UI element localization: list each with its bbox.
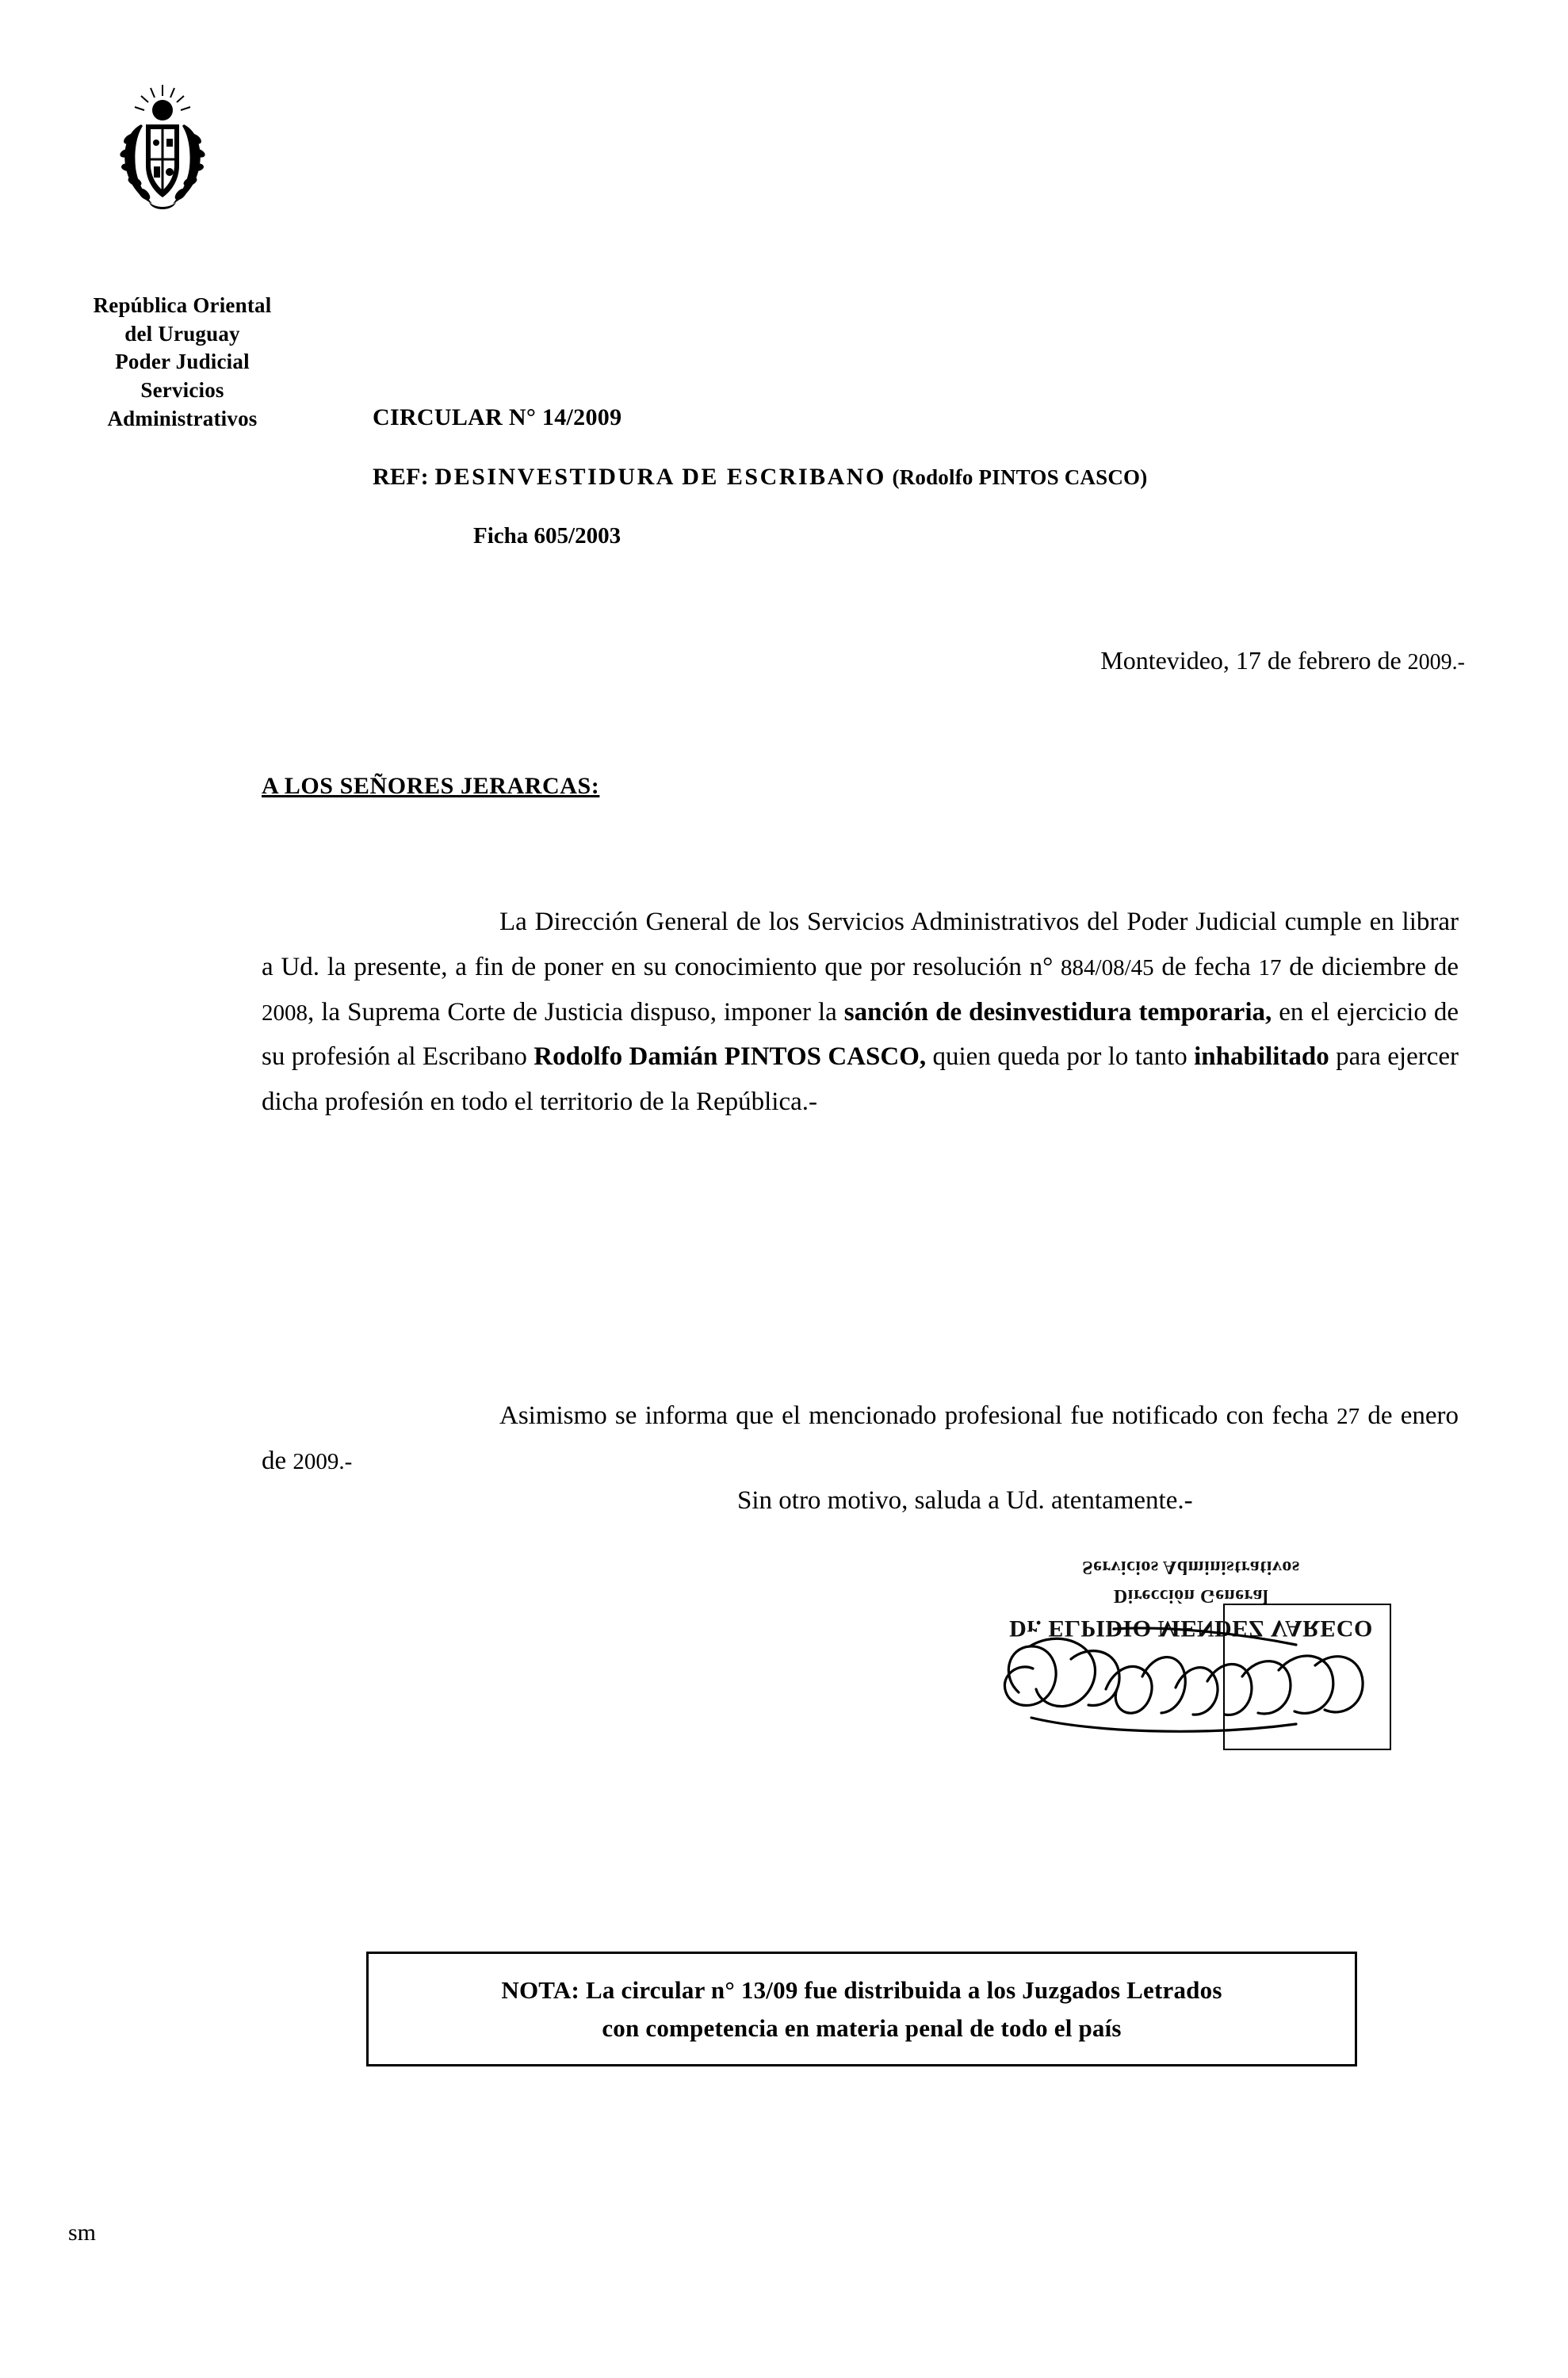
stamp-line-2: Dirección General xyxy=(1113,1585,1269,1606)
reference-line xyxy=(373,464,1459,491)
nota-text-1: La circular n° 13/09 fue distribuida a los Juzgados Letrados xyxy=(585,1976,1222,2004)
body-text-1d: , la Suprema Corte de Justicia dispuso, imponer la xyxy=(308,997,844,1027)
resolution-year: 2008 xyxy=(262,1000,308,1026)
body-text-1c: de diciembre de xyxy=(1281,952,1459,981)
date-line xyxy=(1100,646,1465,675)
ficha-number: Ficha 605/2003 xyxy=(473,523,621,549)
letterhead-line-1: República Oriental xyxy=(93,293,272,317)
body-text-1g: para ejercer dicha profesión en todo el territorio de la República.- xyxy=(262,1042,1459,1116)
resolution-number: 884/08/45 xyxy=(1061,954,1154,981)
body-text-2a: Asimismo se informa que el mencionado profesional fue notificado con fecha xyxy=(499,1401,1337,1430)
reference-subject: DESINVESTIDURA DE ESCRIBANO xyxy=(434,464,886,490)
body-text-1b: de fecha xyxy=(1153,952,1259,981)
escribano-name: Rodolfo Damián PINTOS CASCO, xyxy=(534,1042,927,1072)
body-paragraph-1 xyxy=(262,900,1459,1128)
circular-number: CIRCULAR N° 14/2009 xyxy=(373,404,622,430)
addressee-heading: A LOS SEÑORES JERARCAS: xyxy=(262,773,600,799)
nota-text-2: con competencia en materia penal de todo el país xyxy=(602,2014,1122,2043)
coat-of-arms-icon xyxy=(111,83,214,230)
nota-line-1 xyxy=(369,1971,1355,2009)
letterhead xyxy=(48,292,317,433)
stamp-line-1: Servicios Administrativos xyxy=(1082,1557,1300,1577)
letterhead-line-3: Poder Judicial xyxy=(115,350,250,374)
letterhead-line-5: Administrativos xyxy=(107,406,258,430)
date-day-month: 17 de febrero de xyxy=(1235,646,1402,675)
body-text-1e: en el ejercicio de su profesión al Escribano xyxy=(262,997,1459,1072)
inhabilitado-bold: inhabilitado xyxy=(1194,1042,1329,1072)
nota-box xyxy=(366,1952,1357,2066)
signature-stamp xyxy=(995,1550,1387,1780)
resolution-day: 17 xyxy=(1258,954,1282,981)
handwritten-signature xyxy=(995,1613,1387,1772)
footer-initials: sm xyxy=(68,2219,97,2246)
body-text-2b: de enero de xyxy=(262,1401,1459,1475)
date-year: 2009.- xyxy=(1407,650,1465,675)
body-text-1f: quien queda por lo tanto xyxy=(926,1042,1195,1072)
letterhead-line-4: Servicios xyxy=(140,377,224,402)
reference-label: REF: xyxy=(373,464,429,490)
reference-person: (Rodolfo PINTOS CASCO) xyxy=(892,465,1148,489)
date-city: Montevideo, xyxy=(1100,646,1230,675)
stamp-line-3: Dr. ELPIDIO MENDEZ VARECO xyxy=(1009,1615,1373,1642)
nota-label: NOTA: xyxy=(501,1976,579,2004)
notification-day: 27 xyxy=(1337,1404,1360,1429)
sanction-bold-1: sanción de desinvestidura temporaria, xyxy=(843,997,1272,1027)
body-text-1a: La Dirección General de los Servicios Administrativos del Poder Judicial cumple en librar a Ud. la presente, a fin de poner en su conocimiento que por resolución n° xyxy=(262,908,1459,981)
notification-year: 2009.- xyxy=(293,1448,353,1474)
closing-line: Sin otro motivo, saluda a Ud. atentamente.- xyxy=(737,1486,1193,1515)
letterhead-line-2: del Uruguay xyxy=(124,321,240,346)
